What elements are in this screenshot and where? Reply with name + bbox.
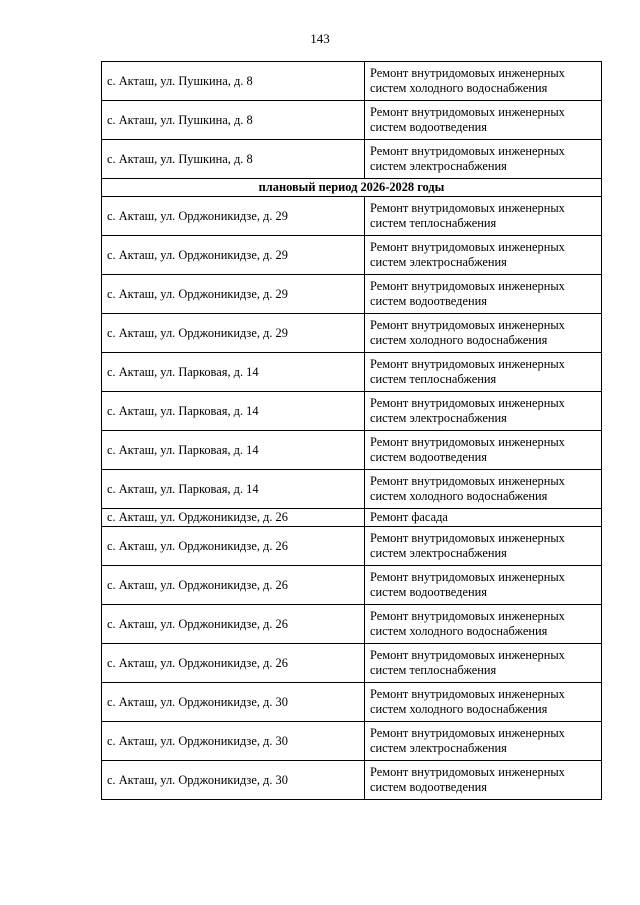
work-cell: Ремонт фасада	[365, 509, 602, 527]
table-row	[102, 392, 602, 431]
table-row	[102, 101, 602, 140]
work-cell: Ремонт внутридомовых инженерных систем холодного водоснабжения	[365, 62, 602, 101]
work-cell: Ремонт внутридомовых инженерных систем водоотведения	[365, 431, 602, 470]
work-cell: Ремонт внутридомовых инженерных систем холодного водоснабжения	[365, 314, 602, 353]
work-cell: Ремонт внутридомовых инженерных систем холодного водоснабжения	[365, 683, 602, 722]
address-cell: с. Акташ, ул. Парковая, д. 14	[102, 470, 365, 509]
address-cell: с. Акташ, ул. Орджоникидзе, д. 29	[102, 236, 365, 275]
work-cell: Ремонт внутридомовых инженерных систем водоотведения	[365, 275, 602, 314]
table-row	[102, 761, 602, 800]
table-row	[102, 644, 602, 683]
work-cell: Ремонт внутридомовых инженерных систем водоотведения	[365, 566, 602, 605]
address-cell: с. Акташ, ул. Парковая, д. 14	[102, 392, 365, 431]
period-heading: плановый период 2026-2028 годы	[102, 179, 602, 197]
table-row	[102, 431, 602, 470]
address-cell: с. Акташ, ул. Орджоникидзе, д. 26	[102, 509, 365, 527]
table-row	[102, 197, 602, 236]
address-cell: с. Акташ, ул. Парковая, д. 14	[102, 431, 365, 470]
table-row	[102, 275, 602, 314]
work-cell: Ремонт внутридомовых инженерных систем электроснабжения	[365, 722, 602, 761]
work-cell: Ремонт внутридомовых инженерных систем электроснабжения	[365, 527, 602, 566]
work-cell: Ремонт внутридомовых инженерных систем электроснабжения	[365, 392, 602, 431]
works-table-body	[102, 62, 602, 800]
table-row	[102, 62, 602, 101]
work-cell: Ремонт внутридомовых инженерных систем холодного водоснабжения	[365, 605, 602, 644]
work-cell: Ремонт внутридомовых инженерных систем водоотведения	[365, 761, 602, 800]
address-cell: с. Акташ, ул. Пушкина, д. 8	[102, 101, 365, 140]
table-row	[102, 314, 602, 353]
table-row	[102, 722, 602, 761]
work-cell: Ремонт внутридомовых инженерных систем электроснабжения	[365, 236, 602, 275]
table-row	[102, 527, 602, 566]
table-row	[102, 605, 602, 644]
address-cell: с. Акташ, ул. Орджоникидзе, д. 26	[102, 566, 365, 605]
address-cell: с. Акташ, ул. Парковая, д. 14	[102, 353, 365, 392]
work-cell: Ремонт внутридомовых инженерных систем теплоснабжения	[365, 353, 602, 392]
table-row	[102, 353, 602, 392]
work-cell: Ремонт внутридомовых инженерных систем теплоснабжения	[365, 197, 602, 236]
table-row	[102, 566, 602, 605]
table-row	[102, 140, 602, 179]
table-row	[102, 470, 602, 509]
address-cell: с. Акташ, ул. Орджоникидзе, д. 29	[102, 197, 365, 236]
period-heading-row	[102, 179, 602, 197]
address-cell: с. Акташ, ул. Пушкина, д. 8	[102, 62, 365, 101]
page-number: 143	[310, 31, 330, 46]
address-cell: с. Акташ, ул. Орджоникидзе, д. 29	[102, 314, 365, 353]
address-cell: с. Акташ, ул. Орджоникидзе, д. 26	[102, 527, 365, 566]
address-cell: с. Акташ, ул. Пушкина, д. 8	[102, 140, 365, 179]
work-cell: Ремонт внутридомовых инженерных систем водоотведения	[365, 101, 602, 140]
address-cell: с. Акташ, ул. Орджоникидзе, д. 26	[102, 644, 365, 683]
work-cell: Ремонт внутридомовых инженерных систем теплоснабжения	[365, 644, 602, 683]
table-row	[102, 509, 602, 527]
address-cell: с. Акташ, ул. Орджоникидзе, д. 29	[102, 275, 365, 314]
work-cell: Ремонт внутридомовых инженерных систем холодного водоснабжения	[365, 470, 602, 509]
work-cell: Ремонт внутридомовых инженерных систем электроснабжения	[365, 140, 602, 179]
address-cell: с. Акташ, ул. Орджоникидзе, д. 26	[102, 605, 365, 644]
address-cell: с. Акташ, ул. Орджоникидзе, д. 30	[102, 722, 365, 761]
table-row	[102, 236, 602, 275]
address-cell: с. Акташ, ул. Орджоникидзе, д. 30	[102, 683, 365, 722]
works-table	[101, 61, 602, 800]
address-cell: с. Акташ, ул. Орджоникидзе, д. 30	[102, 761, 365, 800]
table-row	[102, 683, 602, 722]
